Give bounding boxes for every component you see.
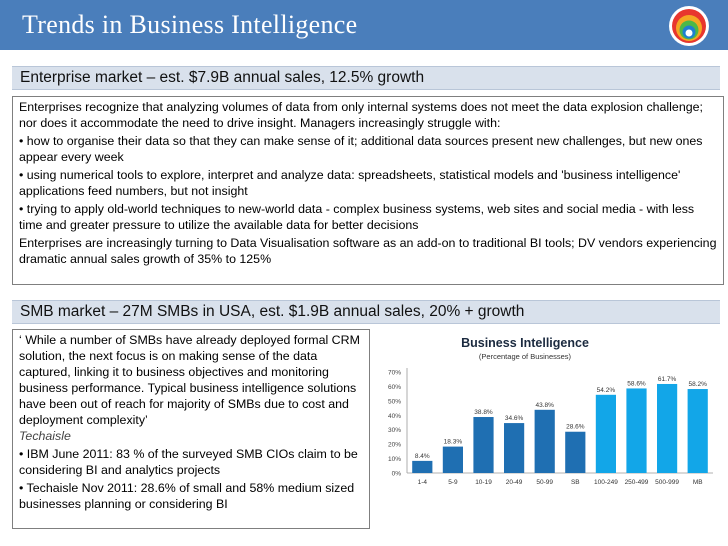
x-tick-label: 5-9 [448,479,458,486]
smb-bullet: • Techaisle Nov 2011: 28.6% of small and 58% medium sized businesses planning or considering BI [19,481,355,511]
chart-bar [657,384,677,473]
y-tick-label: 70% [387,369,401,377]
bar-data-label: 43.8% [535,401,554,409]
chart-bar [443,447,463,473]
enterprise-bullet: • using numerical tools to explore, interpret and analyze data: spreadsheets, statistical models and 'business intelligence' applications feed numbers, but not insight [19,168,681,198]
title-bar [0,0,728,50]
smb-bullet: • IBM June 2011: 83 % of the surveyed SMB CIOs claim to be considering BI and analytics projects [19,447,358,477]
bar-data-label: 34.6% [504,415,524,423]
chart-bar [412,461,432,473]
enterprise-bullet: • how to organise their data so that they can make sense of it; additional data sources present new challenges, but new ones appear every week [19,134,703,164]
x-tick-label: 50-99 [536,479,554,486]
bar-data-label: 58.6% [627,380,646,388]
chart-bar [626,388,646,473]
x-tick-label: 20-49 [505,479,523,486]
chart-bar [473,417,493,473]
bar-data-label: 28.6% [566,423,585,431]
x-tick-label: 500-999 [655,479,680,486]
bar-data-label: 18.3% [443,438,463,446]
chart-bar [565,432,585,473]
chart-bar [504,423,524,473]
slide-title: Trends in Business Intelligence [22,10,358,39]
chart-bar [688,389,708,473]
y-tick-label: 30% [387,427,401,435]
chart-subtitle: (Percentage of Businesses) [478,352,572,361]
x-tick-label: 1-4 [417,479,428,486]
chart-title: Business Intelligence [461,336,589,350]
smb-heading: SMB market – 27M SMBs in USA, est. $1.9B annual sales, 20% + growth [20,303,525,320]
x-tick-label: 10-19 [475,479,492,486]
x-tick-label: 100-249 [593,479,618,486]
y-tick-label: 50% [387,398,401,406]
smb-quote [19,332,365,444]
bar-data-label: 8.4% [414,452,430,460]
y-tick-label: 20% [387,441,401,449]
bar-data-label: 38.8% [474,409,493,417]
bar-data-label: 61.7% [657,375,677,383]
bar-data-label: 54.2% [596,386,616,394]
enterprise-intro: Enterprises recognize that analyzing volumes of data from only internal systems does not meet the data explosion challenge; nor does it accommodate the need to drive insight. Managers increasingly struggle with: [19,100,703,130]
enterprise-bullet: • trying to apply old-world techniques to new-world data - complex business systems, web sites and social media - with less time and greater pressure to utilize the available data for better decisions [19,202,695,232]
enterprise-closing: Enterprises are increasingly turning to Data Visualisation software as an add-on to traditional BI tools; DV vendors experiencing dramatic annual sales growth of 35% to 125% [19,236,717,266]
bar-data-label: 58.2% [688,381,707,389]
enterprise-heading-bar [12,66,720,90]
smb-quote-source: Techaisle [19,429,71,443]
y-tick-label: 0% [391,470,401,478]
smb-text-box [12,329,370,529]
company-logo [668,5,710,47]
chart-bar [535,410,555,473]
y-tick-label: 60% [387,383,401,391]
smb-heading-bar [12,300,720,324]
smb-quote-text: ‘ While a number of SMBs have already deployed formal CRM solution, the next focus is on making sense of the data captured, linking it to business objectives and monitoring business performance. Typical business intelligence solutions have been out of reach for majority of SMBs due to cost and deployment complexity’ [19,333,360,427]
x-tick-label: MB [692,479,703,486]
x-tick-label: 250-499 [624,479,649,486]
enterprise-text-box [12,96,724,285]
x-tick-label: SB [570,479,580,486]
y-tick-label: 40% [387,412,401,420]
bi-chart [375,330,718,503]
y-tick-label: 10% [387,456,401,464]
bi-chart-svg [375,330,718,503]
chart-bar [596,395,616,473]
enterprise-heading: Enterprise market – est. $7.9B annual sales, 12.5% growth [20,69,425,86]
